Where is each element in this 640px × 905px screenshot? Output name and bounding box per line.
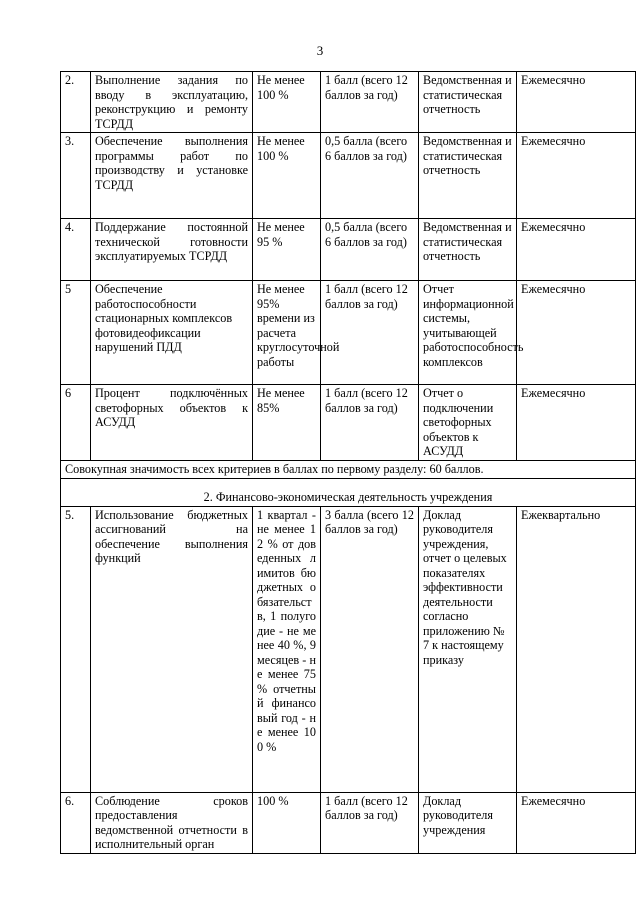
table-row <box>61 792 636 853</box>
period-cell: Ежемесячно <box>517 219 636 281</box>
row-number: 6. <box>61 792 91 853</box>
source-cell: Доклад руководителя учреждения, отчет о целевых показателях эффективности деятельности согласно приложению № 7 к настоящему приказу <box>419 506 517 792</box>
row-number: 5 <box>61 281 91 385</box>
criterion-cell: Выполнение задания по вводу в эксплуатацию, реконструкцию и ремонту ТСРДД <box>91 72 253 133</box>
value-cell: 1 квартал - не менее 12 % от доведенных лимитов бюджетных обязательств, 1 полугодие - не менее 40 %, 9 месяцев - не менее 75 % отчетный финансовый год - не менее 100 % <box>253 506 321 792</box>
value-cell: Не менее 95 % <box>253 219 321 281</box>
table-row <box>61 72 636 133</box>
summary-text: Совокупная значимость всех критериев в баллах по первому разделу: 60 баллов. <box>61 460 636 478</box>
criterion-cell: Обеспечение работоспособности стационарных комплексов фотовидеофиксации нарушений ПДД <box>91 281 253 385</box>
criterion-cell: Процент подключённых светофорных объектов к АСУДД <box>91 385 253 461</box>
table-row <box>61 506 636 792</box>
criterion-cell: Обеспечение выполнения программы работ по производству и установке ТСРДД <box>91 133 253 219</box>
points-cell: 0,5 балла (всего 6 баллов за год) <box>321 219 419 281</box>
points-cell: 3 балла (всего 12 баллов за год) <box>321 506 419 792</box>
period-cell: Ежеквартально <box>517 506 636 792</box>
table-row <box>61 281 636 385</box>
table-row <box>61 219 636 281</box>
value-cell: Не менее 85% <box>253 385 321 461</box>
criterion-cell: Поддержание постоянной технической готовности эксплуатируемых ТСРДД <box>91 219 253 281</box>
points-cell: 1 балл (всего 12 баллов за год) <box>321 792 419 853</box>
period-cell: Ежемесячно <box>517 792 636 853</box>
row-number: 4. <box>61 219 91 281</box>
source-cell: Ведомственная и статистическая отчетность <box>419 219 517 281</box>
period-cell: Ежемесячно <box>517 281 636 385</box>
value-cell: Не менее 95% времени из расчета круглосуточной работы <box>253 281 321 385</box>
points-cell: 1 балл (всего 12 баллов за год) <box>321 72 419 133</box>
source-cell: Ведомственная и статистическая отчетность <box>419 133 517 219</box>
period-cell: Ежемесячно <box>517 385 636 461</box>
row-number: 5. <box>61 506 91 792</box>
value-cell: Не менее 100 % <box>253 72 321 133</box>
period-cell: Ежемесячно <box>517 133 636 219</box>
criterion-cell: Соблюдение сроков предоставления ведомственной отчетности в исполнительный орган <box>91 792 253 853</box>
criteria-table <box>60 71 636 854</box>
criterion-cell: Использование бюджетных ассигнований на обеспечение выполнения функций <box>91 506 253 792</box>
section-title: 2. Финансово-экономическая деятельность учреждения <box>61 478 636 506</box>
row-number: 2. <box>61 72 91 133</box>
points-cell: 1 балл (всего 12 баллов за год) <box>321 385 419 461</box>
value-cell: Не менее 100 % <box>253 133 321 219</box>
table-row <box>61 133 636 219</box>
source-cell: Доклад руководителя учреждения <box>419 792 517 853</box>
period-cell: Ежемесячно <box>517 72 636 133</box>
summary-row <box>61 460 636 478</box>
source-cell: Отчет информационной системы, учитывающей работоспособность комплексов <box>419 281 517 385</box>
section-header-row <box>61 478 636 506</box>
page-number: 3 <box>316 43 324 58</box>
table-row <box>61 385 636 461</box>
row-number: 3. <box>61 133 91 219</box>
source-cell: Отчет о подключении светофорных объектов к АСУДД <box>419 385 517 461</box>
value-cell: 100 % <box>253 792 321 853</box>
points-cell: 1 балл (всего 12 баллов за год) <box>321 281 419 385</box>
row-number: 6 <box>61 385 91 461</box>
points-cell: 0,5 балла (всего 6 баллов за год) <box>321 133 419 219</box>
source-cell: Ведомственная и статистическая отчетность <box>419 72 517 133</box>
